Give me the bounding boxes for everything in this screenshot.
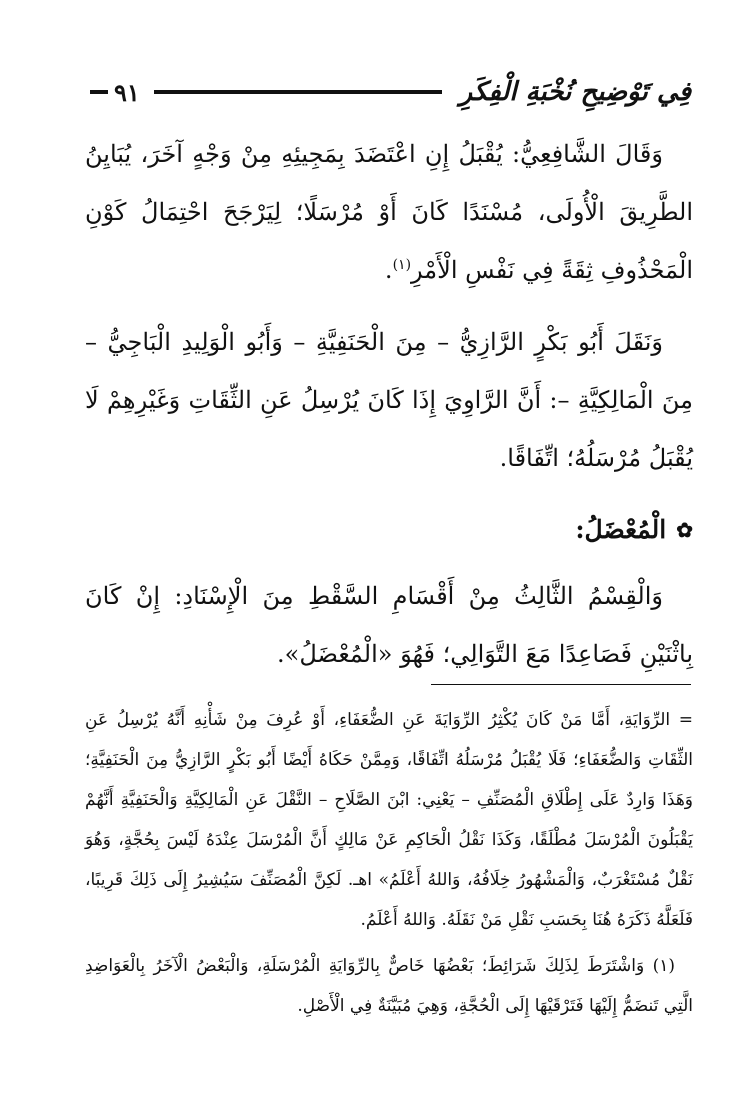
paragraph-razi-baji: وَنَقَلَ أَبُو بَكْرٍ الرَّازِيُّ – مِنَ الْحَنَفِيَّةِ – وَأَبُو الْوَلِيدِ الْبَاجِيُّ – مِنَ الْمَالِكِيَّةِ –: أَنَّ الرَّاوِيَ إِذَا كَانَ يُرْسِلُ عَنِ الثِّقَاتِ وَغَيْرِهِمْ لَا يُقْبَلُ مُرْسَلُهُ؛ اتِّفَاقًا. (85, 328, 693, 472)
footnote-separator (431, 684, 691, 685)
page-number: ٩١ (114, 77, 140, 107)
section-heading-text: الْمُعْضَلُ: (575, 515, 667, 544)
footnote-continuation: = الرِّوَايَةِ، أَمَّا مَنْ كَانَ يُكْثِرُ الرِّوَايَةَ عَنِ الضُّعَفَاءِ، أَوْ عُرِفَ مِنْ شَأْنِهِ أَنَّهُ يُرْسِلُ عَنِ الثِّقَاتِ وَالضُّعَفَاءِ؛ فَلَا يُقْبَلُ مُرْسَلُهُ اتِّفَاقًا، وَمِمَّنْ حَكَاهُ أَيْضًا أَبُو بَكْرٍ الرَّازِيُّ مِنَ الْحَنَفِيَّةِ؛ وَهَذَا وَارِدٌ عَلَى إِطْلَاقِ الْمُصَنِّفِ – يَعْنِي: ابْنَ الصَّلَاحِ – النَّقْلَ عَنِ الْمَالِكِيَّةِ وَالْحَنَفِيَّةِ أَنَّهُمْ يَقْبَلُونَ الْمُرْسَلَ مُطْلَقًا، وَكَذَا نَقْلُ الْحَاكِمِ عَنْ مَالِكٍ أَنَّ الْمُرْسَلَ عِنْدَهُ لَيْسَ بِحُجَّةٍ، وَهُوَ نَقْلٌ مُسْتَغْرَبٌ، وَالْمَشْهُورُ خِلَافُهُ، وَاللهُ أَعْلَمُ» اهـ. لَكِنَّ الْمُصَنِّفَ سَيُشِيرُ إِلَى ذَلِكَ قَرِيبًا، فَلَعَلَّهُ ذَكَرَهُ هُنَا بِحَسَبِ نَقْلِ مَنْ نَقَلَهُ. وَاللهُ أَعْلَمُ. (85, 710, 693, 930)
header-rule (154, 90, 442, 94)
running-title: فِي تَوْضِيحِ نُخْبَةِ الْفِكَرِ (459, 77, 691, 107)
paragraph-muadal: وَالْقِسْمُ الثَّالِثُ مِنْ أَقْسَامِ السَّقْطِ مِنَ الْإِسْنَادِ: إِنْ كَانَ بِاثْنَيْنِ فَصَاعِدًا مَعَ التَّوَالِي؛ فَهُوَ «الْمُعْضَلُ». (85, 582, 693, 668)
paragraph-shafii-end: . (384, 256, 393, 284)
page-header (90, 70, 691, 114)
main-text (85, 125, 693, 697)
page-number-dash (90, 90, 108, 94)
paragraph-shafii (85, 125, 693, 299)
footnote-1: (١) وَاشْتَرَطَ لِذَلِكَ شَرَائِطَ؛ بَعْضُهَا خَاصٌّ بِالرِّوَايَةِ الْمُرْسَلَةِ، وَالْبَعْضُ الْآخَرُ بِالْعَوَاضِدِ الَّتِي تَنضَمُّ إِلَيْهَا فَتَرْقَيْهَا إِلَى الْحُجَّةِ، وَهِيَ مُبَيَّنَةٌ فِي الْأَصْلِ. (85, 956, 693, 1016)
section-heading (85, 501, 693, 559)
footnotes (85, 700, 693, 1032)
paragraph-shafii-text: وَقَالَ الشَّافِعِيُّ: يُقْبَلُ إِنِ اعْتَضَدَ بِمَجِيئِهِ مِنْ وَجْهٍ آخَرَ، يُبَايِنُ الطَّرِيقَ الْأُولَى، مُسْنَدًا كَانَ أَوْ مُرْسَلًا؛ لِيَرْجَحَ احْتِمَالُ كَوْنِ الْمَحْذُوفِ ثِقَةً فِي نَفْسِ الْأَمْرِ (85, 140, 693, 284)
ornament-flower-icon: ✿ (676, 518, 693, 542)
footnote-reference-1: (١) (392, 257, 412, 273)
